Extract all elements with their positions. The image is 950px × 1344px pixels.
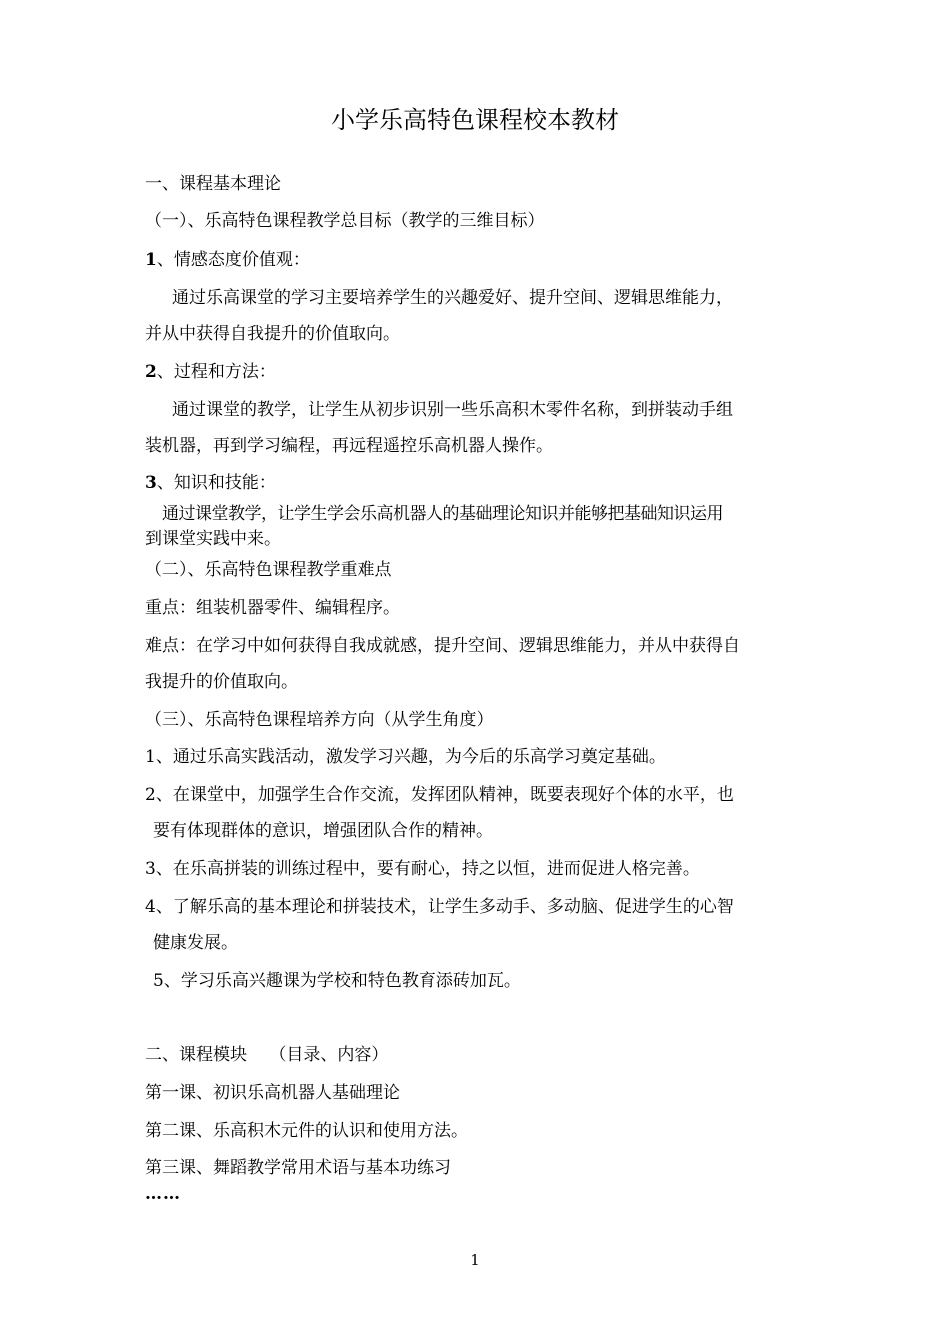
difficulty-line2: 我提升的价值取向。 bbox=[145, 672, 298, 692]
lesson-2: 第二课、乐高积木元件的认识和使用方法。 bbox=[145, 1121, 468, 1141]
item1-body-line1: 通过乐高课堂的学习主要培养学生的兴趣爱好、提升空间、逻辑思维能力， bbox=[172, 288, 733, 308]
page-number: 1 bbox=[470, 1251, 480, 1269]
item2-heading bbox=[145, 358, 276, 386]
direction-item-2-line2: 要有体现群体的意识，增强团队合作的精神。 bbox=[153, 821, 493, 841]
direction-item-2-line1: 2、在课堂中，加强学生合作交流，发挥团队精神，既要表现好个体的水平，也 bbox=[145, 785, 734, 805]
item2-body-line1: 通过课堂的教学，让学生从初步识别一些乐高积木零件名称，到拼装动手组 bbox=[172, 400, 733, 420]
sub2-heading: （二）、乐高特色课程教学重难点 bbox=[145, 560, 392, 580]
sub1-heading: （一）、乐高特色课程教学总目标（教学的三维目标） bbox=[145, 211, 545, 231]
section2-heading: 二、课程模块 （目录、内容） bbox=[145, 1045, 389, 1065]
item1-body-line2: 并从中获得自我提升的价值取向。 bbox=[145, 324, 400, 344]
key-point: 重点：组装机器零件、编辑程序。 bbox=[145, 598, 400, 618]
item3-body-line1: 通过课堂教学，让学生学会乐高机器人的基础理论知识并能够把基础知识运用 bbox=[162, 504, 723, 524]
direction-item-5: 5、学习乐高兴趣课为学校和特色教育添砖加瓦。 bbox=[153, 971, 521, 991]
item3-heading bbox=[145, 469, 276, 497]
difficulty-line1: 难点：在学习中如何获得自我成就感，提升空间、逻辑思维能力，并从中获得自 bbox=[145, 636, 740, 656]
item3-number: 3 bbox=[145, 473, 157, 493]
document-title: 小学乐高特色课程校本教材 bbox=[331, 106, 619, 134]
direction-item-1: 1、通过乐高实践活动，激发学习兴趣，为今后的乐高学习奠定基础。 bbox=[145, 747, 666, 767]
item1-heading bbox=[145, 246, 310, 274]
direction-item-4-line1: 4、了解乐高的基本理论和拼装技术，让学生多动手、多动脑、促进学生的心智 bbox=[145, 897, 734, 917]
lesson-1: 第一课、初识乐高机器人基础理论 bbox=[145, 1083, 400, 1103]
section1-heading: 一、课程基本理论 bbox=[145, 174, 281, 194]
item3-label: 、知识和技能： bbox=[156, 473, 276, 493]
direction-item-3: 3、在乐高拼装的训练过程中，要有耐心，持之以恒，进而促进人格完善。 bbox=[145, 859, 700, 879]
sub3-heading: （三）、乐高特色课程培养方向（从学生角度） bbox=[145, 710, 494, 730]
item2-number: 2 bbox=[145, 362, 157, 382]
ellipsis: …… bbox=[145, 1184, 181, 1204]
item2-label: 、过程和方法： bbox=[156, 362, 276, 382]
item2-body-line2: 装机器，再到学习编程，再远程遥控乐高机器人操作。 bbox=[145, 436, 553, 456]
item1-label: 、情感态度价值观： bbox=[156, 250, 310, 270]
item1-number: 1 bbox=[145, 250, 157, 270]
lesson-3: 第三课、舞蹈教学常用术语与基本功练习 bbox=[145, 1158, 451, 1178]
item3-body-line2: 到课堂实践中来。 bbox=[145, 529, 281, 549]
direction-item-4-line2: 健康发展。 bbox=[153, 933, 238, 953]
